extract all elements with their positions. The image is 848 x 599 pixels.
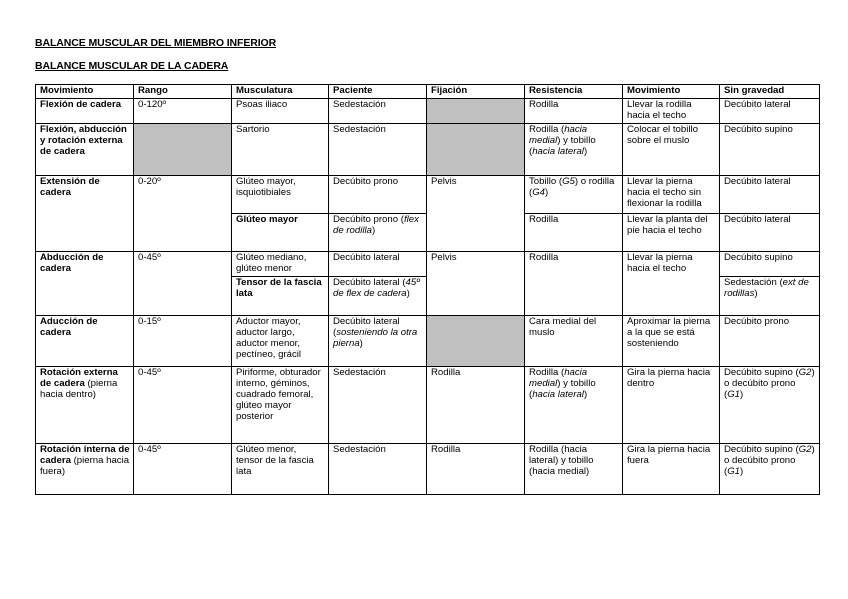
- range-cell-empty: [134, 124, 232, 176]
- patient-cell: Decúbito lateral (45º de flex de cadera): [329, 277, 427, 316]
- header-row: [36, 85, 820, 99]
- header-movimiento-2: Movimiento: [623, 85, 720, 99]
- muscle-cell: Piriforme, obturador interno, géminos, cuadrado femoral, glúteo mayor posterior: [232, 367, 329, 444]
- header-movimiento: Movimiento: [36, 85, 134, 99]
- section-title: BALANCE MUSCULAR DE LA CADERA: [35, 60, 229, 72]
- muscle-cell: Glúteo menor, tensor de la fascia lata: [232, 444, 329, 495]
- resistance-cell: Tobillo (G5) o rodilla (G4): [525, 176, 623, 214]
- resistance-cell: Rodilla: [525, 99, 623, 124]
- fixation-cell: Rodilla: [427, 367, 525, 444]
- motion-cell: Gira la pierna hacia fuera: [623, 444, 720, 495]
- fixation-cell: Pelvis: [427, 176, 525, 252]
- no-gravity-cell: Decúbito lateral: [720, 214, 820, 252]
- patient-cell: Sedestación: [329, 444, 427, 495]
- fixation-cell-empty: [427, 124, 525, 176]
- header-rango: Rango: [134, 85, 232, 99]
- movement-cell: Extensión de cadera: [36, 176, 134, 252]
- motion-cell: Llevar la pierna hacia el techo sin flexionar la rodilla: [623, 176, 720, 214]
- fixation-cell-empty: [427, 316, 525, 367]
- muscle-cell: Glúteo mayor: [232, 214, 329, 252]
- resistance-cell: Rodilla (hacia lateral) y tobillo (hacia medial): [525, 444, 623, 495]
- motion-cell: Aproximar la pierna a la que se está sosteniendo: [623, 316, 720, 367]
- resistance-cell: Rodilla (hacia medial) y tobillo (hacia lateral): [525, 124, 623, 176]
- fixation-cell: Pelvis: [427, 252, 525, 316]
- table-row: [36, 99, 820, 124]
- patient-cell: Sedestación: [329, 99, 427, 124]
- resistance-cell: Rodilla (hacia medial) y tobillo (hacia lateral): [525, 367, 623, 444]
- motion-cell: Gira la pierna hacia dentro: [623, 367, 720, 444]
- fixation-cell: Rodilla: [427, 444, 525, 495]
- muscle-cell: Psoas iliaco: [232, 99, 329, 124]
- muscle-cell: Sartorio: [232, 124, 329, 176]
- motion-cell: Llevar la rodilla hacia el techo: [623, 99, 720, 124]
- no-gravity-cell: Sedestación (ext de rodillas): [720, 277, 820, 316]
- header-fijacion: Fijación: [427, 85, 525, 99]
- motion-cell: Colocar el tobillo sobre el muslo: [623, 124, 720, 176]
- muscle-cell: Glúteo mediano, glúteo menor: [232, 252, 329, 277]
- patient-cell: Decúbito prono (flex de rodilla): [329, 214, 427, 252]
- motion-cell: Llevar la planta del pie hacia el techo: [623, 214, 720, 252]
- patient-cell: Decúbito prono: [329, 176, 427, 214]
- muscle-cell: Tensor de la fascia lata: [232, 277, 329, 316]
- movement-cell: Rotación interna de cadera (pierna hacia fuera): [36, 444, 134, 495]
- patient-cell: Sedestación: [329, 367, 427, 444]
- table-row: [36, 316, 820, 367]
- resistance-cell: Cara medial del muslo: [525, 316, 623, 367]
- fixation-cell-empty: [427, 99, 525, 124]
- no-gravity-cell: Decúbito lateral: [720, 99, 820, 124]
- movement-cell: Aducción de cadera: [36, 316, 134, 367]
- no-gravity-cell: Decúbito supino (G2) o decúbito prono (G1): [720, 367, 820, 444]
- range-cell: 0-15º: [134, 316, 232, 367]
- patient-cell: Decúbito lateral (sosteniendo la otra pierna): [329, 316, 427, 367]
- no-gravity-cell: Decúbito prono: [720, 316, 820, 367]
- patient-cell: Sedestación: [329, 124, 427, 176]
- range-cell: 0-45º: [134, 367, 232, 444]
- header-resistencia: Resistencia: [525, 85, 623, 99]
- resistance-cell: Rodilla: [525, 214, 623, 252]
- range-cell: 0-120º: [134, 99, 232, 124]
- movement-cell: Abducción de cadera: [36, 252, 134, 316]
- resistance-cell: Rodilla: [525, 252, 623, 316]
- muscle-cell: Aductor mayor, aductor largo, aductor menor, pectíneo, grácil: [232, 316, 329, 367]
- movement-cell: Flexión de cadera: [36, 99, 134, 124]
- range-cell: 0-45º: [134, 444, 232, 495]
- range-cell: 0-20º: [134, 176, 232, 252]
- no-gravity-cell: Decúbito supino: [720, 252, 820, 277]
- table-row: [36, 444, 820, 495]
- table-row: [36, 367, 820, 444]
- table-row: [36, 176, 820, 214]
- patient-cell: Decúbito lateral: [329, 252, 427, 277]
- hip-muscle-table: [35, 84, 820, 495]
- table-row: [36, 124, 820, 176]
- range-cell: 0-45º: [134, 252, 232, 316]
- no-gravity-cell: Decúbito supino: [720, 124, 820, 176]
- document-title: BALANCE MUSCULAR DEL MIEMBRO INFERIOR: [35, 37, 277, 49]
- muscle-cell: Glúteo mayor, isquiotibiales: [232, 176, 329, 214]
- motion-cell: Llevar la pierna hacia el techo: [623, 252, 720, 316]
- header-sin-gravedad: Sin gravedad: [720, 85, 820, 99]
- table-row: [36, 252, 820, 277]
- no-gravity-cell: Decúbito lateral: [720, 176, 820, 214]
- movement-cell: Flexión, abducción y rotación externa de cadera: [36, 124, 134, 176]
- header-musculatura: Musculatura: [232, 85, 329, 99]
- movement-cell: Rotación externa de cadera (pierna hacia dentro): [36, 367, 134, 444]
- header-paciente: Paciente: [329, 85, 427, 99]
- no-gravity-cell: Decúbito supino (G2) o decúbito prono (G1): [720, 444, 820, 495]
